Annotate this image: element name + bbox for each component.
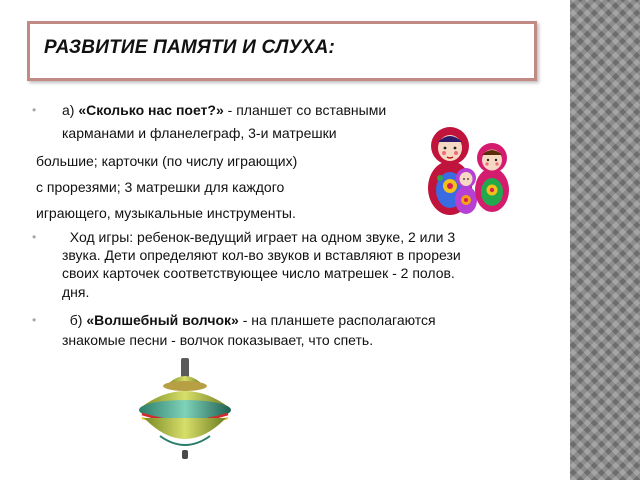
- item-a-line1-rest: - планшет со вставными: [223, 102, 387, 118]
- item-a-line3: большие; карточки (по числу играющих): [36, 153, 298, 169]
- spinning-top-toy: [139, 358, 231, 459]
- item-a-game-name: «Сколько нас поет?»: [78, 102, 224, 118]
- item-b-line1: [62, 311, 436, 330]
- title-box: [27, 21, 537, 81]
- rules-line3: своих карточек соответствующее число матрешек - 2 полов.: [62, 265, 455, 281]
- item-b-line1-rest: - на планшете располагаются: [238, 312, 436, 328]
- rules-line1: Ход игры: ребенок-ведущий играет на одном звуке, 2 или 3: [62, 229, 456, 245]
- item-a-prefix: а): [62, 102, 79, 118]
- item-a-line5: играющего, музыкальные инструменты.: [36, 205, 296, 221]
- bullet-icon: •: [32, 103, 37, 117]
- decorative-side-strip: [570, 0, 640, 480]
- matryoshka-dolls-image: [420, 116, 520, 216]
- rules-line2: звука. Дети определяют кол-во звуков и вставляют в прорези: [62, 247, 461, 263]
- matryoshka-small: [455, 168, 477, 214]
- bullet-icon: •: [32, 230, 37, 244]
- bullet-icon: •: [32, 313, 37, 327]
- item-a-line4: с прорезями; 3 матрешки для каждого: [36, 179, 285, 195]
- matryoshka-medium: [475, 143, 509, 212]
- spinning-top-image: [130, 356, 240, 461]
- item-b-prefix: б): [62, 312, 87, 328]
- item-b-line2: знакомые песни - волчок показывает, что спеть.: [62, 332, 374, 348]
- slide-title: РАЗВИТИЕ ПАМЯТИ И СЛУХА:: [44, 37, 336, 58]
- item-b-game-name: «Волшебный волчок»: [86, 312, 239, 328]
- item-a-line1: [62, 101, 386, 120]
- item-a-line2: карманами и фланелеграф, 3-и матрешки: [62, 125, 337, 141]
- rules-line4: дня.: [62, 284, 90, 300]
